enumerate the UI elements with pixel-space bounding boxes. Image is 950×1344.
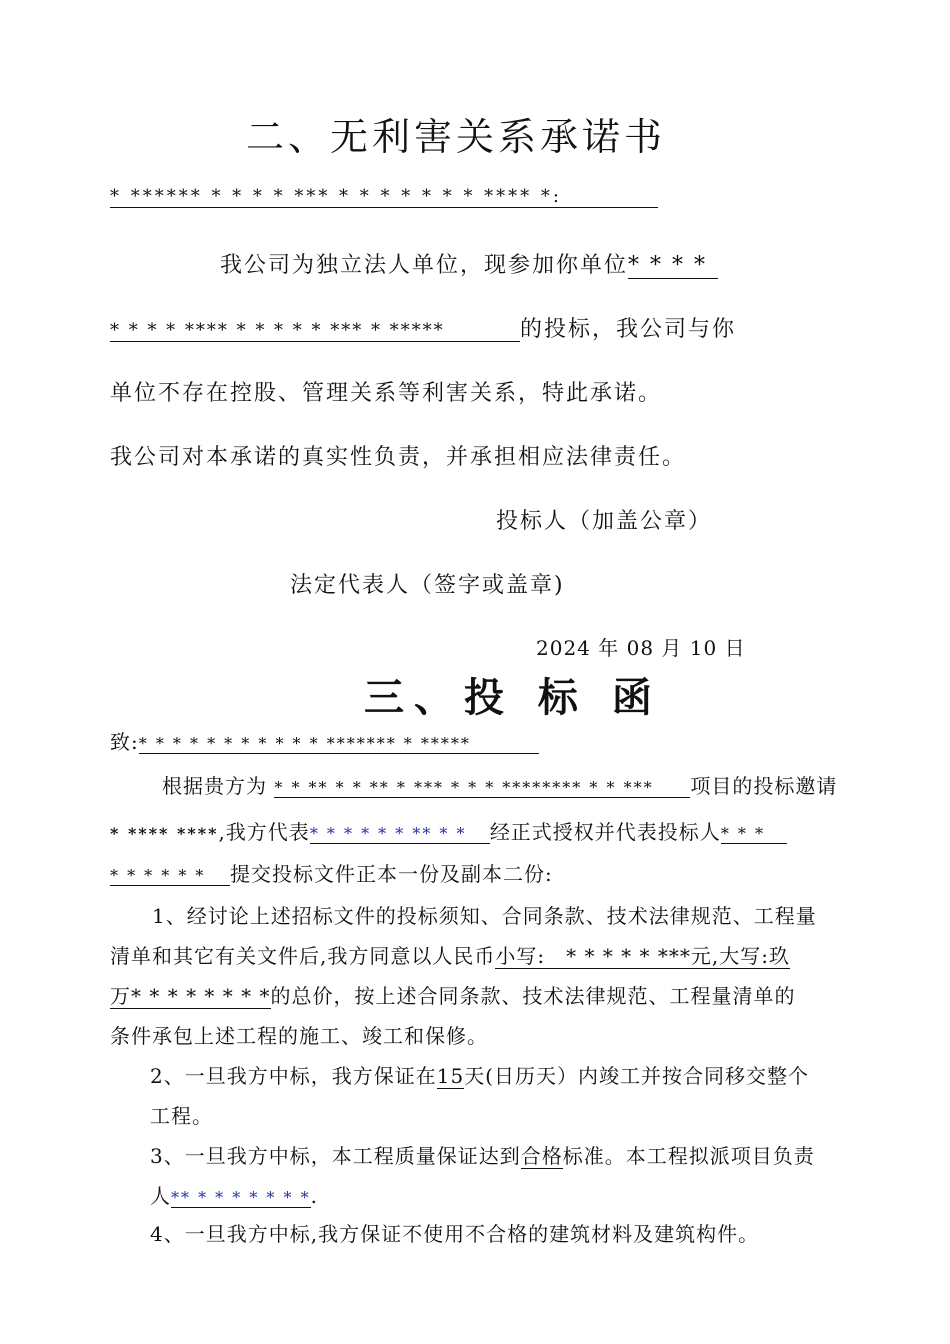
bidder-seal-line: 投标人（加盖公章） — [496, 509, 713, 534]
l3-stars: * * * * * * — [110, 866, 230, 886]
to-stars: * * * * * * * * * * * ******* * ***** — [139, 734, 539, 754]
item-1-line-1: 1、经讨论上述招标文件的投标须知、合同条款、技术法律规范、工程量 — [152, 904, 817, 928]
item-3-line-1 — [150, 1140, 815, 1169]
commitment-paragraph-4: 我公司对本承诺的真实性负责，并承担相应法律责任。 — [110, 445, 687, 470]
to-label: 致: — [110, 730, 139, 754]
l1-stars: * * ** * * ** * *** * * * ******** * * *** — [274, 778, 690, 798]
section3-title: 三、投 标 函 — [364, 674, 662, 721]
item-3-line-2 — [150, 1180, 318, 1209]
item-4-line-1: 4、一旦我方中标,我方保证不使用不合格的建筑材料及建筑构件。 — [150, 1222, 760, 1246]
item-2-line-2: 工程。 — [150, 1104, 213, 1128]
duration-days: 15 — [436, 1064, 465, 1088]
p1-stars: * * * * — [628, 253, 718, 279]
bid-addressee — [110, 726, 539, 755]
bid-line-1 — [162, 770, 837, 799]
amount-text: 小写: * * * * * ***元,大写:玖 — [495, 944, 790, 968]
legal-rep-line: 法定代表人（签字或盖章) — [290, 573, 565, 598]
bid-line-2 — [110, 816, 787, 845]
l2-stars-2: * * * * * * ** * * — [310, 824, 490, 844]
i2-suffix: 天(日历天）内竣工并按合同移交整个 — [464, 1064, 809, 1088]
i1-l3-suffix: 的总价，按上述合同条款、技术法律规范、工程量清单的 — [270, 984, 796, 1008]
l2-mid: ,我方代表 — [218, 820, 310, 844]
date-line: 2024 年 08 月 10 日 — [536, 636, 746, 660]
commitment-paragraph-1 — [220, 248, 718, 279]
i3-suffix: 标准。本工程拟派项目负责 — [562, 1144, 815, 1168]
bid-line-3 — [110, 858, 553, 887]
item-1-line-4: 条件承包上述工程的施工、竣工和保修。 — [110, 1024, 488, 1048]
l2-stars-3: * * * — [721, 824, 787, 844]
p2-stars: * * * * **** * * * * * *** * ***** — [110, 320, 520, 342]
i3-l2-suffix: . — [310, 1184, 318, 1208]
commitment-paragraph-3: 单位不存在控股、管理关系等利害关系，特此承诺。 — [110, 381, 663, 406]
section2-title: 二、无利害关系承诺书 — [246, 115, 667, 159]
addressee-line: * ****** * * * * *** * * * * * * * **** *: — [110, 186, 658, 208]
item-1-line-3 — [110, 980, 796, 1009]
commitment-paragraph-2 — [110, 312, 736, 343]
l1-suffix: 项目的投标邀请 — [690, 774, 838, 798]
p2-text: 的投标，我公司与你 — [520, 317, 737, 342]
l3-suffix: 提交投标文件正本一份及副本二份: — [230, 862, 553, 886]
p1-text: 我公司为独立法人单位，现参加你单位 — [220, 253, 629, 278]
i1-l2-prefix: 清单和其它有关文件后,我方同意以人民币 — [110, 944, 496, 968]
l2-stars-1: * **** **** — [110, 824, 219, 843]
amount-capital-text: 万* * * * * * * * — [110, 984, 271, 1008]
l1-prefix: 根据贵方为 — [162, 774, 267, 798]
quality-standard: 合格 — [520, 1144, 563, 1168]
i3-prefix: 3、一旦我方中标，本工程质量保证达到 — [150, 1144, 521, 1168]
project-manager-stars: ** * * * * * * * — [171, 1188, 311, 1207]
l2-suffix: 经正式授权并代表投标人 — [489, 820, 721, 844]
i2-prefix: 2、一旦我方中标，我方保证在 — [150, 1064, 437, 1088]
item-2-line-1 — [150, 1060, 809, 1089]
i3-l2-prefix: 人 — [150, 1184, 171, 1208]
item-1-line-2 — [110, 940, 790, 969]
